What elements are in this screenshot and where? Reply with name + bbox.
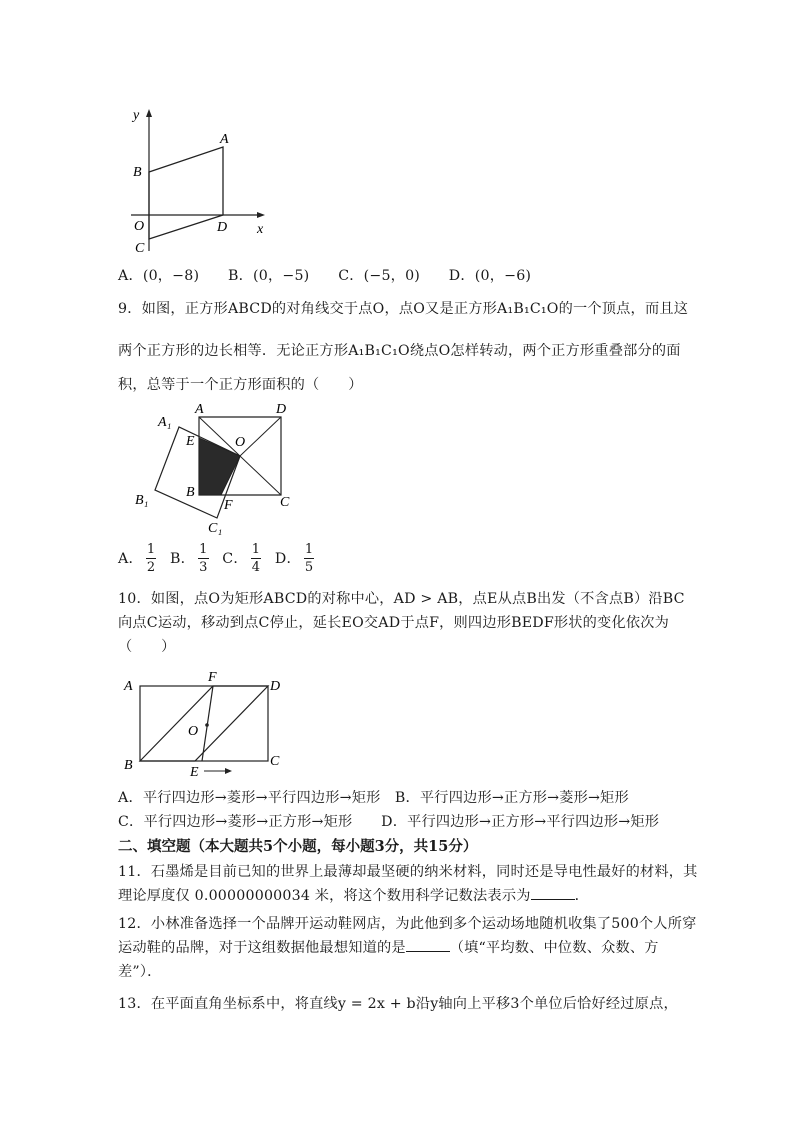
q13-text-line1: 13．在平面直角坐标系中，将直线y = 2x + b沿y轴向上平移3个单位后恰好经过原点， — [118, 996, 678, 1012]
svg-text:A₁: A₁ — [158, 415, 172, 430]
q9-text-line2: 两个正方形的边长相等．无论正方形A₁B₁C₁O绕点O怎样转动，两个正方形重叠部分的面 — [118, 343, 681, 359]
q11-text-line2: 理论厚度仅 0.00000000034 米，将这个数用科学记数法表示为 ． — [118, 888, 589, 904]
svg-text:D: D — [270, 679, 281, 694]
svg-text:O: O — [188, 724, 199, 739]
svg-text:D: D — [217, 220, 228, 235]
q9-options — [118, 543, 323, 574]
q9-text-line1: 9．如图，正方形ABCD的对角线交于点O，点O又是正方形A₁B₁C₁O的一个顶点，而且这 — [118, 301, 689, 317]
svg-text:C: C — [280, 495, 290, 510]
q9-option-c: C． $\frac{1}{4}$ — [222, 542, 261, 575]
q9-option-b: B． $\frac{1}{3}$ — [170, 542, 208, 575]
q10-options-cd: C．平行四边形→菱形→正方形→矩形 D．平行四边形→正方形→平行四边形→矩形 — [118, 814, 660, 830]
q12-text-line3: 差”）． — [118, 964, 162, 980]
q11-text-line1: 11．石墨烯是目前已知的世界上最薄却最坚硬的纳米材料，同时还是导电性最好的材料，其 — [118, 864, 698, 880]
svg-text:B₁: B₁ — [135, 493, 149, 508]
q10-options-ab: A．平行四边形→菱形→平行四边形→矩形 B．平行四边形→正方形→菱形→矩形 — [118, 790, 629, 806]
svg-text:B: B — [124, 758, 133, 773]
q8-figure — [125, 105, 275, 257]
q10-text-line1: 10．如图，点O为矩形ABCD的对称中心，AD > AB，点E从点B出发（不含点B）沿BC — [118, 591, 685, 607]
svg-text:A: A — [195, 402, 204, 417]
svg-text:C: C — [270, 754, 280, 769]
svg-text:O: O — [235, 435, 246, 450]
q9-option-a: A． $\frac{1}{2}$ — [118, 542, 156, 575]
q8-options: A．(0，−8) B．(0，−5) C．(−5，0) D．(0，−6) — [118, 268, 532, 284]
svg-text:D: D — [276, 402, 287, 417]
q10-text-line2: 向点C运动，移动到点C停止，延长EO交AD于点F，则四边形BEDF形状的变化依次为 — [118, 615, 669, 631]
q10-text-line3: （ ） — [118, 639, 176, 655]
q9-figure — [125, 400, 305, 540]
svg-text:C₁: C₁ — [208, 521, 223, 536]
section-heading: 二、填空题（本大题共5个小题，每小题3分，共15分） — [118, 838, 478, 855]
q12-text-line2: 运动鞋的品牌，对于这组数据他最想知道的是 （填“平均数、中位数、众数、方 — [118, 940, 659, 956]
q8-quadrilateral — [149, 147, 223, 239]
svg-text:C: C — [135, 241, 145, 256]
svg-text:B: B — [186, 485, 195, 500]
svg-text:y: y — [133, 108, 140, 123]
svg-text:F: F — [224, 498, 233, 513]
svg-text:E: E — [190, 765, 199, 780]
q12-text-line1: 12．小林准备选择一个品牌开运动鞋网店，为此他到多个运动场地随机收集了500个人所穿 — [118, 916, 697, 932]
svg-text:F: F — [208, 670, 217, 685]
q11-answer-blank[interactable] — [531, 887, 575, 900]
svg-text:A: A — [220, 132, 229, 147]
q9-text-line3: 积，总等于一个正方形面积的（ ） — [118, 377, 363, 393]
svg-text:O: O — [134, 219, 145, 234]
q10-figure — [118, 668, 298, 780]
svg-text:A: A — [124, 679, 133, 694]
svg-text:E: E — [186, 434, 195, 449]
svg-text:x: x — [257, 222, 264, 237]
svg-text:B: B — [133, 165, 142, 180]
q9-option-d: D． $\frac{1}{5}$ — [274, 542, 314, 575]
q12-answer-blank[interactable] — [406, 939, 450, 952]
